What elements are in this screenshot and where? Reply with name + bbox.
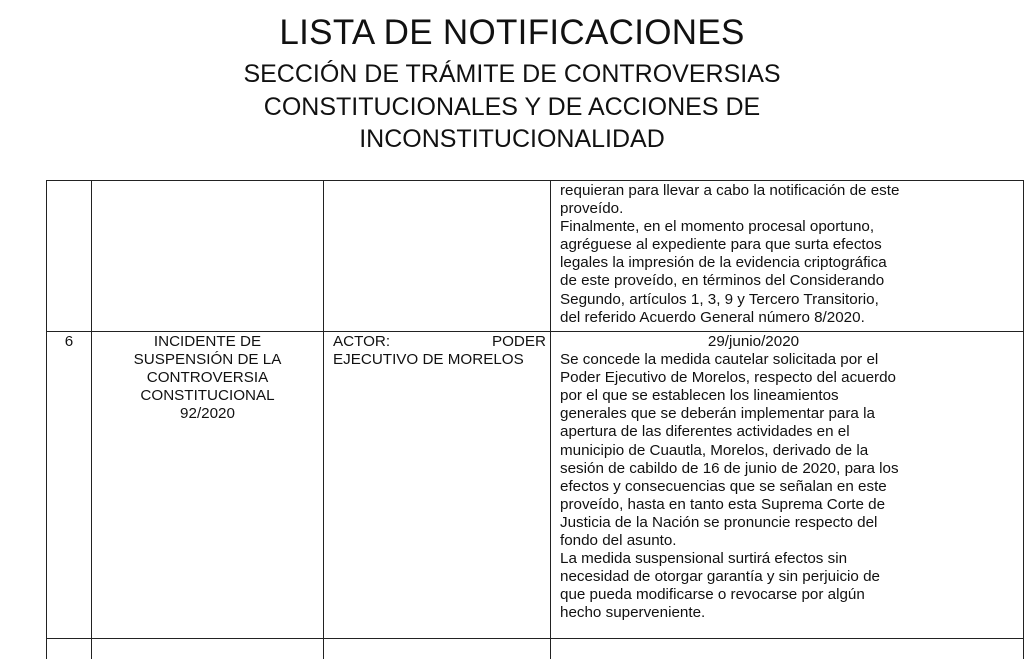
expediente-line: INCIDENTE DE bbox=[102, 333, 313, 351]
expediente-line: CONSTITUCIONAL bbox=[102, 387, 313, 405]
acuerdo-line: efectos y consecuencias que se señalan en este bbox=[560, 478, 947, 496]
acuerdo-line: sesión de cabildo de 16 de junio de 2020, para los bbox=[560, 460, 947, 478]
acuerdo-text bbox=[551, 181, 1023, 327]
acuerdo-line: requieran para llevar a cabo la notificación de este bbox=[560, 182, 947, 200]
actor-name-first: PODER bbox=[492, 333, 546, 351]
acuerdo-line: por el que se establecen los lineamientos bbox=[560, 387, 947, 405]
acuerdo-line: del referido Acuerdo General número 8/2020. bbox=[560, 309, 947, 327]
acuerdo-line: Segundo, artículos 1, 3, 9 y Tercero Transitorio, bbox=[560, 291, 947, 309]
acuerdo-line: municipio de Cuautla, Morelos, derivado de la bbox=[560, 442, 947, 460]
table-row bbox=[47, 181, 1024, 332]
acuerdo-date: 29/junio/2020 bbox=[560, 333, 947, 351]
acuerdo-line: fondo del asunto. bbox=[560, 532, 947, 550]
expediente-line: 92/2020 bbox=[102, 405, 313, 423]
acuerdo-line: Finalmente, en el momento procesal oportuno, bbox=[560, 218, 947, 236]
acuerdo-line: proveído, hasta en tanto esta Suprema Corte de bbox=[560, 496, 947, 514]
acuerdo-line: hecho superveniente. bbox=[560, 604, 947, 622]
acuerdo-line: La medida suspensional surtirá efectos sin bbox=[560, 550, 947, 568]
actor-label: ACTOR: bbox=[333, 333, 390, 351]
acuerdo-line: Justicia de la Nación se pronuncie respecto del bbox=[560, 514, 947, 532]
acuerdo-line: necesidad de otorgar garantía y sin perjuicio de bbox=[560, 568, 947, 586]
acuerdo-line: Poder Ejecutivo de Morelos, respecto del acuerdo bbox=[560, 369, 947, 387]
partes-cell bbox=[324, 181, 551, 332]
row-number-cell bbox=[47, 332, 92, 639]
expediente-cell bbox=[92, 639, 324, 659]
expediente-cell bbox=[92, 181, 324, 332]
row-number-cell bbox=[47, 639, 92, 659]
acuerdo-cell bbox=[551, 181, 1024, 332]
acuerdo-line: que pueda modificarse o revocarse por algún bbox=[560, 586, 947, 604]
document-subtitle-line-2: CONSTITUCIONALES Y DE ACCIONES DE bbox=[0, 91, 1024, 124]
acuerdo-line: apertura de las diferentes actividades en el bbox=[560, 423, 947, 441]
acuerdo-cell bbox=[551, 332, 1024, 639]
acuerdo-line: Se concede la medida cautelar solicitada por el bbox=[560, 351, 947, 369]
partes-text bbox=[324, 332, 550, 369]
acuerdo-line: agréguese al expediente para que surta efectos bbox=[560, 236, 947, 254]
expediente-cell bbox=[92, 332, 324, 639]
actor-line bbox=[333, 333, 546, 351]
expediente-line: CONTROVERSIA bbox=[102, 369, 313, 387]
actor-name-rest: EJECUTIVO DE MORELOS bbox=[333, 351, 546, 369]
document-title: LISTA DE NOTIFICACIONES bbox=[0, 12, 1024, 54]
row-number-cell bbox=[47, 181, 92, 332]
document-subtitle-line-1: SECCIÓN DE TRÁMITE DE CONTROVERSIAS bbox=[0, 58, 1024, 91]
acuerdo-line: legales la impresión de la evidencia criptográfica bbox=[560, 254, 947, 272]
expediente-text bbox=[92, 332, 323, 423]
expediente-line: SUSPENSIÓN DE LA bbox=[102, 351, 313, 369]
acuerdo-text bbox=[551, 332, 1023, 623]
document-subtitle-line-3: INCONSTITUCIONALIDAD bbox=[0, 123, 1024, 156]
partes-cell bbox=[324, 332, 551, 639]
acuerdo-cell bbox=[551, 639, 1024, 659]
notifications-table bbox=[46, 180, 1024, 659]
row-number: 6 bbox=[47, 332, 91, 351]
acuerdo-line: generales que se deberán implementar para la bbox=[560, 405, 947, 423]
table-row bbox=[47, 639, 1024, 659]
acuerdo-line: proveído. bbox=[560, 200, 947, 218]
table-row bbox=[47, 332, 1024, 639]
acuerdo-line: de este proveído, en términos del Considerando bbox=[560, 272, 947, 290]
partes-cell bbox=[324, 639, 551, 659]
